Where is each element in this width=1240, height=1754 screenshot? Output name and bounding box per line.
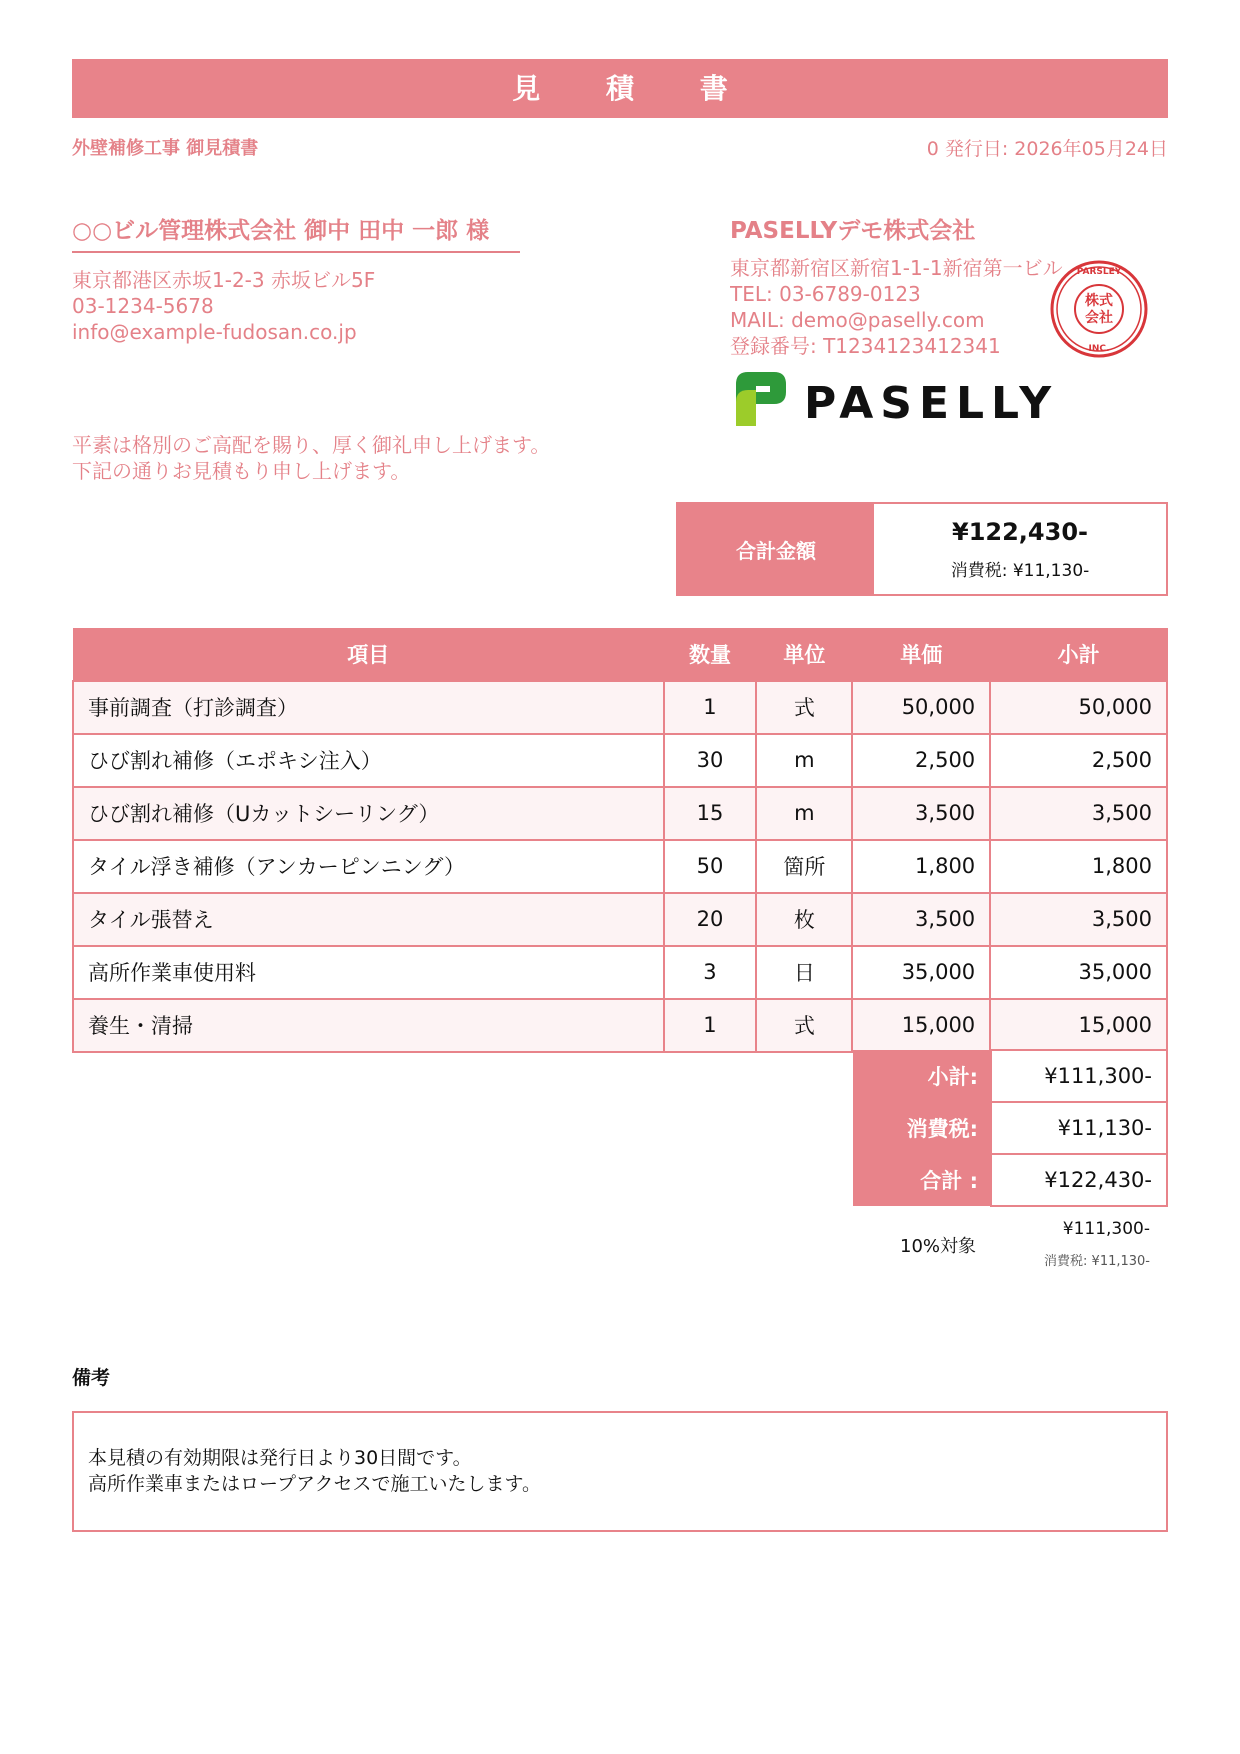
svg-text:会社: 会社 bbox=[1085, 310, 1113, 326]
document-title: 見 積 書 bbox=[72, 59, 1168, 118]
item-qty: 50 bbox=[664, 840, 757, 893]
greeting-line-2: 下記の通りお見積もり申し上げます。 bbox=[72, 459, 411, 483]
item-unit: 式 bbox=[756, 999, 852, 1052]
item-price: 15,000 bbox=[852, 999, 990, 1052]
header-item: 項目 bbox=[73, 629, 664, 681]
summary-tax-label: 消費税: bbox=[853, 1102, 991, 1154]
summary-table bbox=[853, 1049, 1168, 1207]
company-name: PASELLYデモ株式会社 bbox=[730, 218, 976, 244]
item-name: 高所作業車使用料 bbox=[73, 946, 664, 999]
company-seal-icon bbox=[1048, 258, 1150, 360]
item-subtotal: 3,500 bbox=[990, 787, 1167, 840]
paselly-logo-icon bbox=[730, 368, 1060, 430]
greeting-text bbox=[72, 432, 550, 484]
table-row bbox=[73, 734, 1167, 787]
summary-subtotal-value: ¥111,300- bbox=[991, 1050, 1167, 1102]
client-phone: 03-1234-5678 bbox=[72, 294, 214, 318]
tax-rate-amount: ¥111,300- bbox=[1062, 1219, 1150, 1239]
table-row bbox=[73, 681, 1167, 734]
total-amount-label: 合計金額 bbox=[678, 504, 874, 594]
item-unit: 式 bbox=[756, 681, 852, 734]
header-unit: 単位 bbox=[756, 629, 852, 681]
item-name: 事前調査（打診調査） bbox=[73, 681, 664, 734]
summary-total-row bbox=[853, 1154, 1167, 1206]
item-name: タイル浮き補修（アンカーピンニング） bbox=[73, 840, 664, 893]
total-tax-value: 消費税: ¥11,130- bbox=[950, 561, 1090, 581]
company-tel: TEL: 03-6789-0123 bbox=[730, 282, 921, 306]
company-address: 東京都新宿区新宿1-1-1新宿第一ビル bbox=[730, 256, 1063, 280]
tax-rate-label: 10%対象 bbox=[900, 1236, 977, 1257]
header-subtotal: 小計 bbox=[990, 629, 1167, 681]
item-subtotal: 15,000 bbox=[990, 999, 1167, 1052]
item-subtotal: 2,500 bbox=[990, 734, 1167, 787]
item-subtotal: 3,500 bbox=[990, 893, 1167, 946]
header-price: 単価 bbox=[852, 629, 990, 681]
item-qty: 1 bbox=[664, 999, 757, 1052]
notes-title: 備考 bbox=[72, 1367, 111, 1389]
company-mail: MAIL: demo@paselly.com bbox=[730, 308, 985, 332]
greeting-line-1: 平素は格別のご高配を賜り、厚く御礼申し上げます。 bbox=[72, 433, 551, 457]
summary-tax-row bbox=[853, 1102, 1167, 1154]
item-qty: 1 bbox=[664, 681, 757, 734]
table-row bbox=[73, 787, 1167, 840]
issue-date: 0 発行日: 2026年05月24日 bbox=[926, 138, 1168, 160]
summary-subtotal-row bbox=[853, 1050, 1167, 1102]
item-unit: m bbox=[756, 734, 852, 787]
item-price: 3,500 bbox=[852, 787, 990, 840]
item-unit: m bbox=[756, 787, 852, 840]
item-name: ひび割れ補修（エポキシ注入） bbox=[73, 734, 664, 787]
item-unit: 箇所 bbox=[756, 840, 852, 893]
table-header-row bbox=[73, 629, 1167, 681]
svg-text:INC.: INC. bbox=[1088, 344, 1110, 354]
notes-line-1: 本見積の有効期限は発行日より30日間です。 bbox=[88, 1447, 472, 1469]
item-name: タイル張替え bbox=[73, 893, 664, 946]
client-name: ○○ビル管理株式会社 御中 田中 一郎 様 bbox=[72, 212, 520, 253]
svg-text:PASELLY: PASELLY bbox=[804, 378, 1059, 429]
item-subtotal: 1,800 bbox=[990, 840, 1167, 893]
line-items-table bbox=[72, 628, 1168, 1053]
item-qty: 15 bbox=[664, 787, 757, 840]
summary-total-value: ¥122,430- bbox=[991, 1154, 1167, 1206]
client-address: 東京都港区赤坂1-2-3 赤坂ビル5F bbox=[72, 268, 376, 292]
total-amount-box bbox=[676, 502, 1168, 596]
company-logo bbox=[730, 368, 1060, 434]
summary-tax-value: ¥11,130- bbox=[991, 1102, 1167, 1154]
item-unit: 日 bbox=[756, 946, 852, 999]
header-qty: 数量 bbox=[664, 629, 757, 681]
item-qty: 20 bbox=[664, 893, 757, 946]
client-email: info@example-fudosan.co.jp bbox=[72, 320, 357, 344]
item-unit: 枚 bbox=[756, 893, 852, 946]
item-name: ひび割れ補修（Uカットシーリング） bbox=[73, 787, 664, 840]
item-qty: 30 bbox=[664, 734, 757, 787]
item-price: 1,800 bbox=[852, 840, 990, 893]
tax-rate-tax: 消費税: ¥11,130- bbox=[1044, 1254, 1150, 1269]
table-row bbox=[73, 840, 1167, 893]
table-row bbox=[73, 893, 1167, 946]
item-subtotal: 50,000 bbox=[990, 681, 1167, 734]
item-name: 養生・清掃 bbox=[73, 999, 664, 1052]
company-registration: 登録番号: T1234123412341 bbox=[730, 334, 1001, 358]
item-subtotal: 35,000 bbox=[990, 946, 1167, 999]
total-amount-value: ¥122,430- bbox=[952, 518, 1088, 546]
item-qty: 3 bbox=[664, 946, 757, 999]
svg-text:PARSLEY: PARSLEY bbox=[1076, 267, 1122, 277]
estimate-subject: 外壁補修工事 御見積書 bbox=[72, 138, 259, 159]
client-block bbox=[72, 212, 520, 345]
svg-text:株式: 株式 bbox=[1085, 293, 1113, 309]
summary-subtotal-label: 小計: bbox=[853, 1050, 991, 1102]
item-price: 35,000 bbox=[852, 946, 990, 999]
item-price: 50,000 bbox=[852, 681, 990, 734]
summary-total-label: 合計 : bbox=[853, 1154, 991, 1206]
table-row bbox=[73, 999, 1167, 1052]
notes-box bbox=[72, 1411, 1168, 1532]
table-row bbox=[73, 946, 1167, 999]
item-price: 3,500 bbox=[852, 893, 990, 946]
notes-line-2: 高所作業車またはロープアクセスで施工いたします。 bbox=[88, 1473, 541, 1495]
item-price: 2,500 bbox=[852, 734, 990, 787]
